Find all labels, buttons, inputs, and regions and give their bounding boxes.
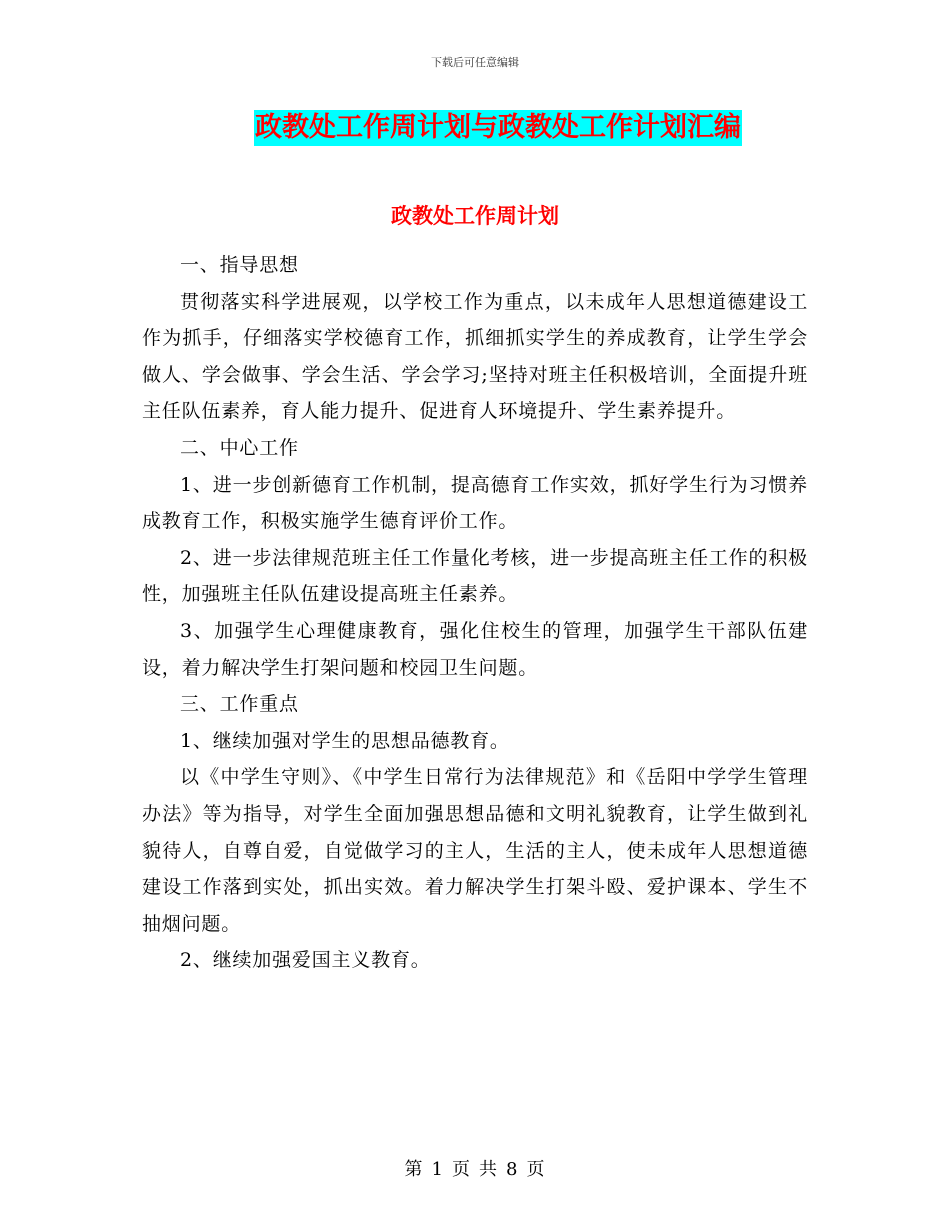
- paragraph-work-focus-2: 2、继续加强爱国主义教育。: [180, 949, 431, 972]
- page-label-prefix: 第: [404, 1159, 424, 1180]
- heading-central-work: 二、中心工作: [180, 436, 299, 459]
- total-pages-number: 8: [506, 1159, 519, 1180]
- heading-work-focus: 三、工作重点: [180, 693, 299, 716]
- page-label-suffix: 页: [526, 1159, 546, 1180]
- page-footer: [0, 1155, 950, 1181]
- paragraph-guiding-ideology: 贯彻落实科学进展观，以学校工作为重点，以未成年人思想道德建设工作为抓手，仔细落实学校德育工作，抓细抓实学生的养成教育，让学生学会做人、学会做事、学会生活、学会学习;坚持对班主任积极培训，全面提升班主任队伍素养，育人能力提升、促进育人环境提升、学生素养提升。: [142, 290, 808, 423]
- paragraph-central-work-2: 2、进一步法律规范班主任工作量化考核，进一步提高班主任工作的积极性，加强班主任队伍建设提高班主任素养。: [142, 546, 808, 606]
- paragraph-central-work-1: 1、进一步创新德育工作机制，提高德育工作实效，抓好学生行为习惯养成教育工作，积极实施学生德育评价工作。: [142, 473, 808, 533]
- document-main-title: 政教处工作周计划与政教处工作计划汇编: [254, 110, 742, 146]
- main-title-container: [0, 110, 950, 146]
- current-page-number: 1: [431, 1159, 444, 1180]
- paragraph-work-focus-1: 1、继续加强对学生的思想品德教育。: [180, 729, 510, 752]
- paragraph-work-focus-detail: 以《中学生守则》、《中学生日常行为法律规范》和《岳阳中学学生管理办法》等为指导，对学生全面加强思想品德和文明礼貌教育，让学生做到礼貌待人，自尊自爱，自觉做学习的主人，生活的主人，使未成年人思想道德建设工作落到实处，抓出实效。着力解决学生打架斗殴、爱护课本、学生不抽烟问题。: [142, 766, 808, 935]
- header-note: 下载后可任意编辑: [431, 56, 519, 69]
- heading-guiding-ideology: 一、指导思想: [180, 254, 299, 276]
- page-label-mid1: 页: [452, 1159, 471, 1180]
- paragraph-central-work-3: 3、加强学生心理健康教育，强化住校生的管理，加强学生干部队伍建设，着力解决学生打架问题和校园卫生问题。: [142, 619, 808, 679]
- document-body: [142, 247, 808, 979]
- document-section-title: 政教处工作周计划: [391, 204, 559, 228]
- page-label-mid2: 共: [479, 1159, 498, 1180]
